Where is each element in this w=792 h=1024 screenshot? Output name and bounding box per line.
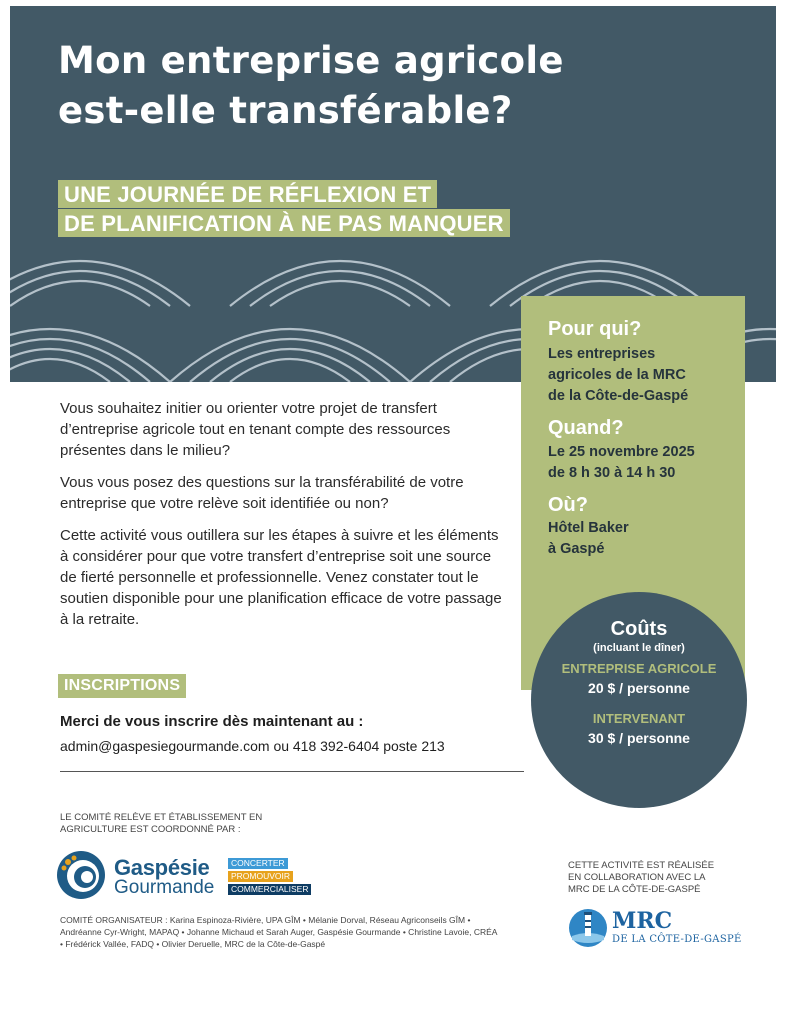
coordination-note [60, 812, 262, 836]
collab-line-1: CETTE ACTIVITÉ EST RÉALISÉE [568, 860, 715, 871]
title-line-2: est-elle transférable? [58, 89, 513, 132]
paragraph-1: Vous souhaitez initier ou orienter votre projet de transfert d’entreprise agricole tout en tenant compte des ressources présentes dans le milieu? [60, 400, 451, 459]
where-line-1: Hôtel Baker [548, 520, 629, 536]
paragraph-3: Cette activité vous outillera sur les étapes à suivre et les éléments à considérer pour que votre transfert d’entreprise soit une source de fierté personnelle et professionnelle. Venez constater tout le soutien disponible pour une planification efficace de votre passage à la retraite. [60, 527, 502, 628]
cost-price-1: 20 $ / personne [588, 680, 690, 696]
coord-line-1: LE COMITÉ RELÈVE ET ÉTABLISSEMENT EN [60, 812, 263, 823]
tag-promouvoir: PROMOUVOIR [228, 871, 293, 882]
lighthouse-logo-icon [568, 906, 608, 950]
cost-circle [531, 592, 747, 808]
when-line-1: Le 25 novembre 2025 [548, 444, 695, 460]
cost-title: Coûts [610, 618, 668, 640]
gg-name-line-2: Gourmande [114, 877, 215, 898]
inscriptions-label: INSCRIPTIONS [58, 674, 186, 698]
body-text [60, 398, 510, 641]
organizing-committee: COMITÉ ORGANISATEUR : Karina Espinoza-Rivière, UPA GÎM • Mélanie Dorval, Réseau Agriconseils GÎM • Andréanne Cyr-Wright, MAPAQ • Johanne Michaud et Sarah Auger, Gaspésie Gourmande • Christine Lavoie, CRÉA • Frédérick Vallée, FADQ • Olivier Deruelle, MRC de la Côte-de-Gaspé [60, 915, 497, 949]
mrc-name-line-2: DE LA CÔTE-DE-GASPÉ [612, 934, 742, 945]
collab-line-2: EN COLLABORATION AVEC LA [568, 872, 706, 883]
divider [60, 771, 524, 772]
who-line-2: agricoles de la MRC [548, 367, 686, 383]
collaboration-note [568, 860, 714, 896]
collab-line-3: MRC DE LA CÔTE-DE-GASPÉ [568, 884, 701, 895]
cost-price-2: 30 $ / personne [588, 730, 690, 746]
subtitle-line-2: DE PLANIFICATION À NE PAS MANQUER [58, 209, 510, 237]
who-text [548, 344, 688, 407]
cost-subtitle: (incluant le dîner) [593, 642, 685, 654]
cost-category-1: ENTREPRISE AGRICOLE [561, 661, 717, 676]
page-title [58, 36, 564, 136]
tag-concerter: CONCERTER [228, 858, 288, 869]
who-line-1: Les entreprises [548, 346, 656, 362]
contact-info[interactable]: admin@gaspesiegourmande.com ou 418 392-6404 poste 213 [60, 738, 445, 754]
title-line-1: Mon entreprise agricole [58, 39, 564, 82]
gaspesie-gourmande-logo-icon [56, 850, 106, 900]
where-text [548, 518, 629, 560]
tag-commercialiser: COMMERCIALISER [228, 884, 311, 895]
cost-category-2: INTERVENANT [592, 711, 686, 726]
mrc-name-line-1: MRC [612, 908, 673, 934]
paragraph-2: Vous vous posez des questions sur la transférabilité de votre entreprise que votre relève soit identifiée ou non? [60, 474, 464, 512]
where-title: Où? [548, 494, 588, 516]
when-text [548, 442, 695, 484]
subtitle-line-1: UNE JOURNÉE DE RÉFLEXION ET [58, 180, 437, 208]
when-title: Quand? [548, 417, 624, 439]
when-line-2: de 8 h 30 à 14 h 30 [548, 465, 676, 481]
coord-line-2: AGRICULTURE EST COORDONNÉ PAR : [60, 824, 241, 835]
gg-name-line-1: Gaspésie [114, 855, 210, 880]
who-line-3: de la Côte-de-Gaspé [548, 388, 689, 404]
inscriptions-cta: Merci de vous inscrire dès maintenant au : [60, 713, 364, 730]
where-line-2: à Gaspé [548, 541, 605, 557]
who-title: Pour qui? [548, 318, 642, 340]
